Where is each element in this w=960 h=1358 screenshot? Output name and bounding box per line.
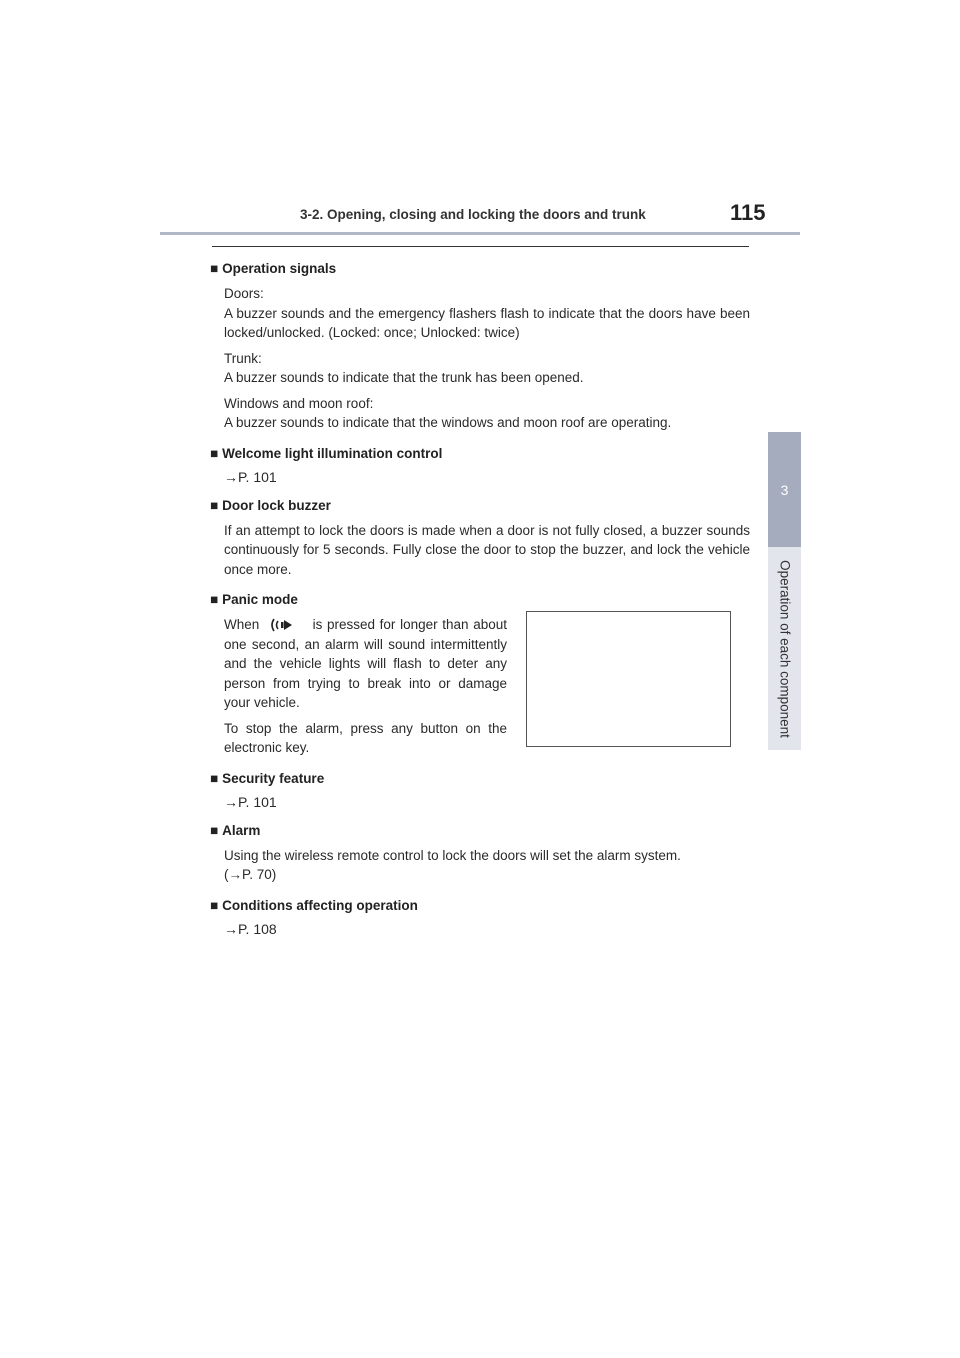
paragraph-trunk (224, 349, 750, 388)
page-reference-link[interactable]: →P. 101 (224, 468, 277, 485)
alarm-text: Using the wireless remote control to lock the doors will set the alarm system. (224, 847, 681, 863)
section-heading: ■ Operation signals (210, 261, 337, 276)
section-security-feature (210, 770, 750, 810)
paragraph-doors (224, 284, 750, 343)
section-heading: ■ Conditions affecting operation (210, 897, 418, 913)
bullet-square-icon: ■ (210, 822, 219, 838)
section-title: 3-2. Opening, closing and locking the doors and trunk (300, 207, 646, 222)
windows-label: Windows and moon roof: (224, 395, 374, 411)
bullet-square-icon: ■ (210, 261, 219, 276)
doors-text: A buzzer sounds and the emergency flashers flash to indicate that the doors have been locked/unlocked. (Locked: once; Unlocked: twice) (224, 305, 750, 340)
page-number: 115 (730, 200, 766, 225)
bullet-square-icon: ■ (210, 770, 219, 786)
section-heading: ■ Security feature (210, 770, 325, 786)
chapter-title: Operation of each component (777, 559, 792, 738)
bullet-square-icon: ■ (210, 592, 219, 607)
chapter-tab-number (768, 432, 801, 547)
paragraph-windows (224, 394, 750, 433)
section-alarm (210, 822, 750, 885)
section-conditions (210, 897, 750, 937)
bullet-square-icon: ■ (210, 897, 219, 913)
panic-stop-text: To stop the alarm, press any button on the electronic key. (224, 720, 507, 755)
doors-label: Doors: (224, 286, 264, 301)
door-lock-buzzer-text: If an attempt to lock the doors is made when a door is not fully closed, a buzzer sounds continuously for 5 seconds. Fully close the door to stop the buzzer, and lock the vehicle once more. (224, 522, 750, 577)
page-reference-link[interactable]: →P. 108 (224, 920, 277, 937)
page-content (210, 260, 750, 949)
trunk-label: Trunk: (224, 350, 262, 366)
content-top-rule (212, 246, 749, 247)
windows-text: A buzzer sounds to indicate that the windows and moon roof are operating. (224, 415, 672, 430)
section-heading: ■ Alarm (210, 822, 261, 838)
panic-mode-text: When is pressed for longer than about one second, an alarm will sound intermittently and the vehicle lights will flash to deter any person from trying to break into or damage your vehicle. To stop the alarm, press any button on the electronic key. (224, 615, 507, 758)
section-heading: ■ Welcome light illumination control (210, 445, 443, 461)
illustration-frame (526, 611, 731, 747)
section-panic-mode (210, 591, 750, 758)
section-door-lock-buzzer (210, 497, 750, 580)
section-heading: ■ Door lock buzzer (210, 497, 331, 513)
bullet-square-icon: ■ (210, 497, 219, 513)
page-reference-link[interactable]: (→P. 70) (224, 867, 277, 882)
section-heading: ■ Panic mode (210, 592, 298, 607)
trunk-text: A buzzer sounds to indicate that the trunk has been opened. (224, 370, 584, 385)
bullet-square-icon: ■ (210, 445, 219, 461)
header-rule (160, 232, 800, 235)
section-welcome-light (210, 445, 750, 485)
chapter-number: 3 (780, 481, 789, 498)
panic-button-icon (266, 617, 306, 633)
page-reference-link[interactable]: →P. 101 (224, 793, 277, 810)
section-operation-signals (210, 260, 750, 433)
chapter-tab-label (768, 547, 801, 750)
